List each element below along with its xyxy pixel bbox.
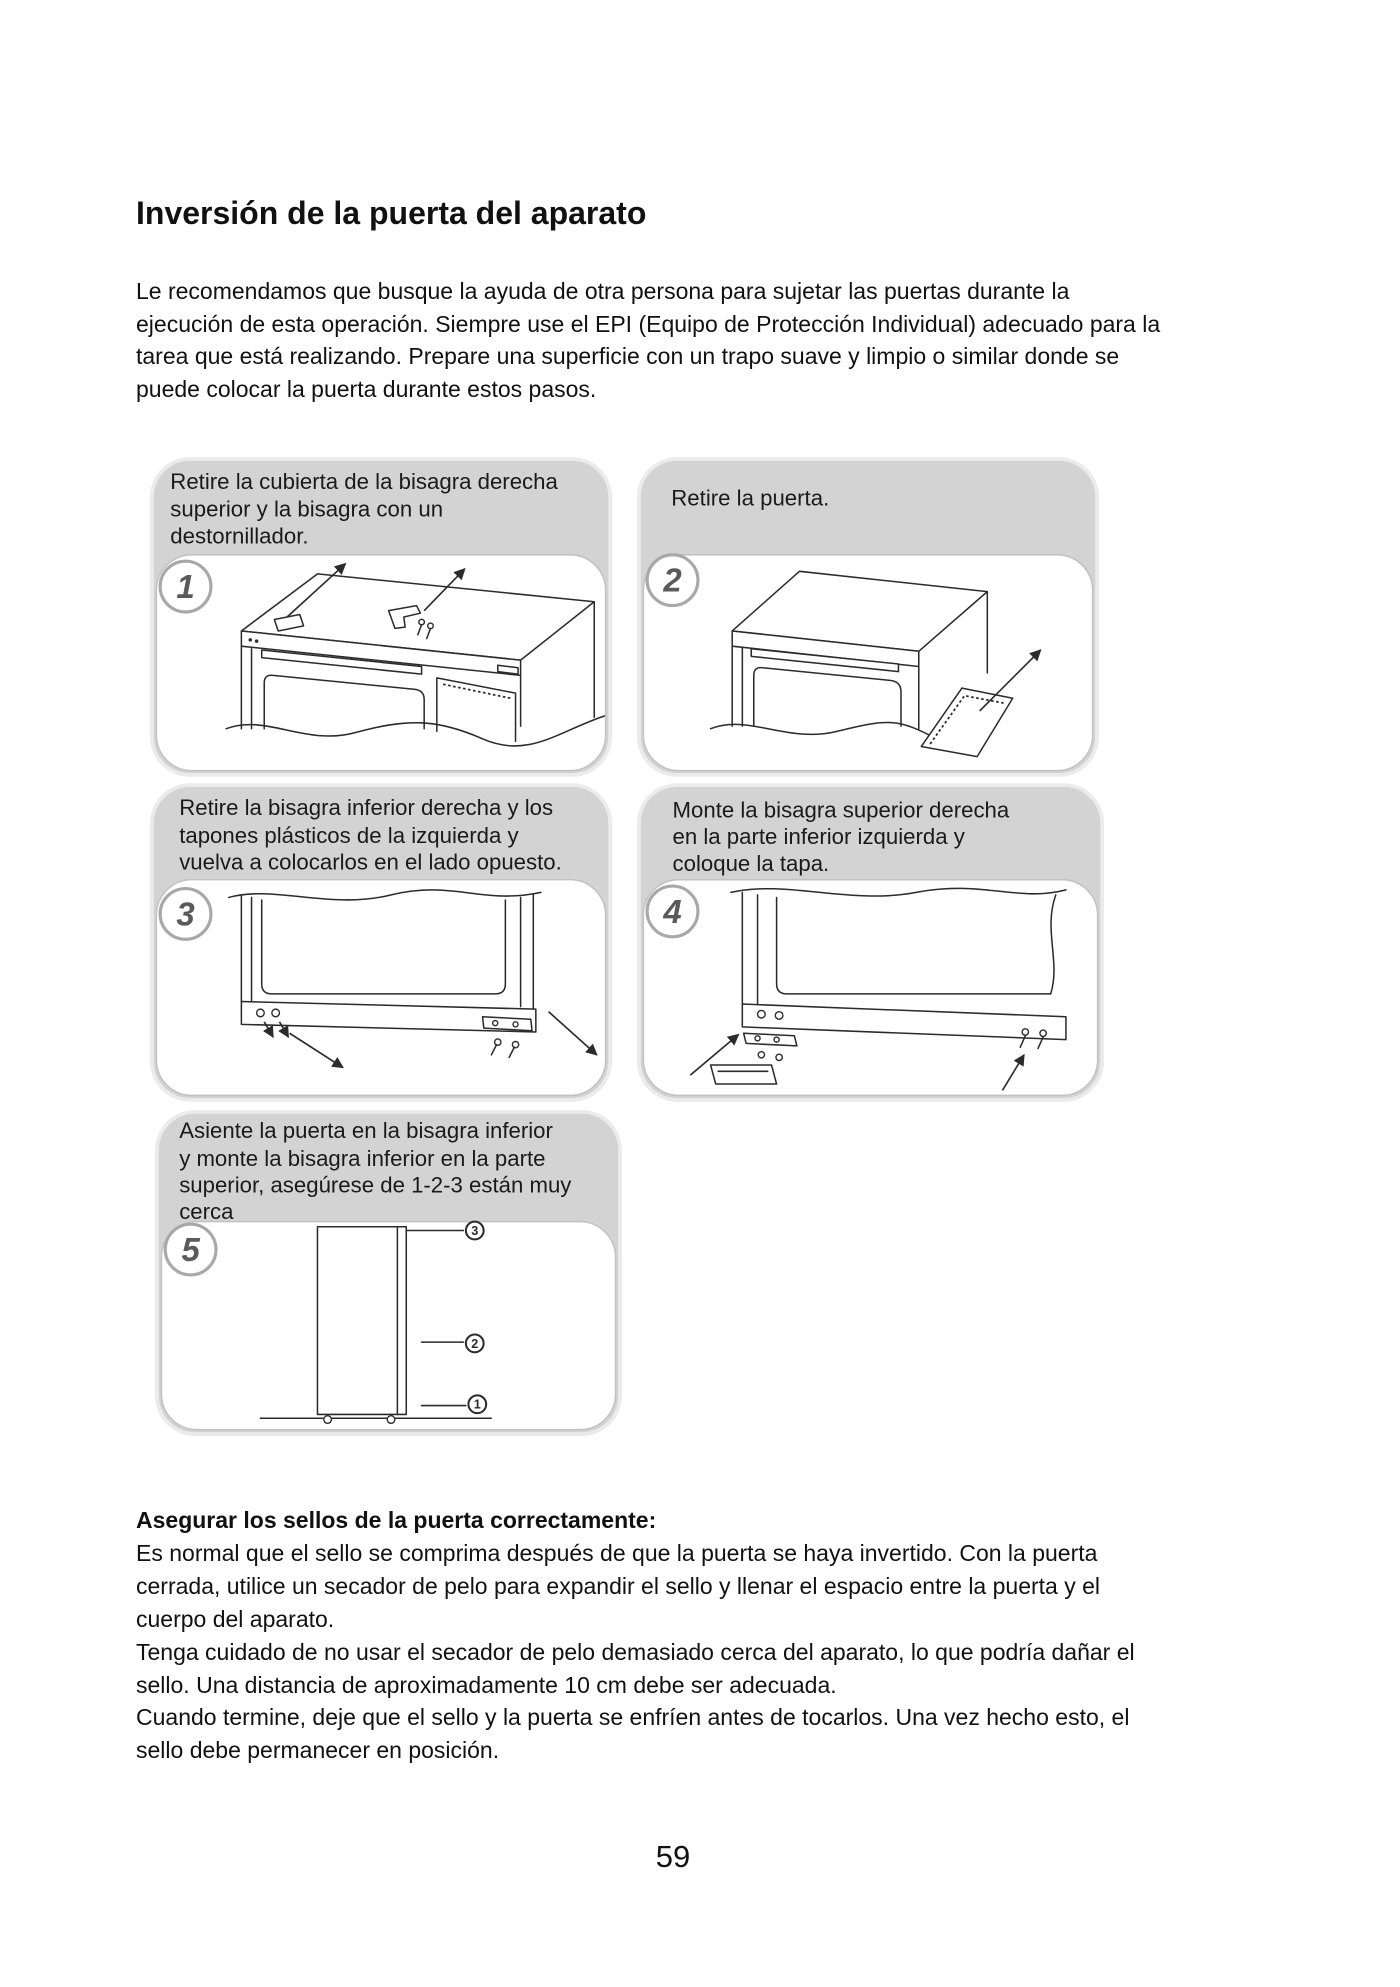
hinge-hole (774, 1037, 779, 1042)
step-number: 1 (176, 567, 195, 605)
intro-paragraph (136, 275, 1160, 405)
foot (387, 1416, 395, 1424)
seals-line: sello. Una distancia de aproximadamente 10 cm debe ser adecuada. (136, 1671, 837, 1698)
plastic-plug (272, 1009, 280, 1017)
step-caption-line: coloque la tapa. (672, 850, 830, 876)
panel-illustration-area (643, 880, 1097, 1096)
seals-heading: Asegurar los sellos de la puerta correctamente: (136, 1507, 657, 1533)
page-title: Inversión de la puerta del aparato (136, 195, 647, 231)
step-panel-1 (150, 457, 612, 777)
step-caption-line: Monte la bisagra superior derecha (672, 797, 1010, 823)
step-5-illustration (155, 1110, 622, 1436)
step-caption-line: tapones plásticos de la izquierda y (179, 822, 519, 848)
step-caption-line: Retire la puerta. (671, 485, 830, 511)
step-number-badge (165, 1224, 216, 1275)
intro-line: ejecución de esta operación. Siempre use el EPI (Equipo de Protección Individual) adecuado para la (136, 310, 1161, 337)
step-panel-4 (637, 783, 1104, 1102)
screw (495, 1039, 501, 1045)
plastic-plug (1022, 1029, 1028, 1035)
page-number: 59 (655, 1839, 691, 1874)
hinge-cover (711, 1065, 777, 1084)
step-number-badge (160, 889, 211, 940)
marker-label: 1 (473, 1397, 481, 1412)
panel-illustration-area (156, 880, 605, 1096)
marker-3 (466, 1222, 484, 1240)
step-number: 2 (663, 561, 682, 599)
step-caption-line: en la parte inferior izquierda y (672, 824, 965, 850)
marker-2 (466, 1335, 484, 1353)
step-caption-line: superior, asegúrese de 1-2-3 están muy (179, 1172, 572, 1198)
step-number-badge (647, 555, 698, 606)
intro-line: Le recomendamos que busque la ayuda de otra persona para sujetar las puertas durante la (136, 278, 1070, 304)
step-number: 5 (181, 1230, 200, 1268)
step-panel-2 (637, 457, 1099, 777)
hinge-hole (775, 1012, 783, 1020)
step-caption-line: Asiente la puerta en la bisagra inferior (179, 1117, 553, 1143)
hinge-hole (513, 1022, 518, 1027)
seals-line: sello debe permanecer en posición. (136, 1737, 500, 1764)
step-caption-line: vuelva a colocarlos en el lado opuesto. (179, 849, 562, 875)
step-caption-line: destornillador. (170, 523, 309, 549)
foot (324, 1416, 332, 1424)
hinge-hole (755, 1036, 760, 1041)
step-1-illustration (150, 457, 612, 777)
marker-label: 2 (471, 1336, 479, 1351)
step-number-badge (160, 561, 211, 612)
step-number-badge (647, 886, 698, 937)
seals-line: cerrada, utilice un secador de pelo para expandir el sello y llenar el espacio entre la puerta y el (136, 1572, 1101, 1599)
intro-line: puede colocar la puerta durante estos pasos. (136, 375, 597, 402)
step-caption-line: Retire la cubierta de la bisagra derecha (170, 468, 558, 494)
step-number: 4 (663, 892, 682, 930)
marker-1 (468, 1395, 486, 1413)
marker-label: 3 (471, 1223, 479, 1238)
step-caption-line: superior y la bisagra con un (170, 496, 444, 522)
step-panel-5 (155, 1110, 622, 1436)
step-caption-line: y monte la bisagra inferior en la parte (179, 1145, 546, 1171)
screw (776, 1054, 782, 1060)
step-caption-line: cerca (179, 1199, 234, 1225)
seals-line: Cuando termine, deje que el sello y la puerta se enfríen antes de tocarlos. Una vez hecho esto, el (136, 1704, 1130, 1731)
plastic-plug (1040, 1030, 1046, 1036)
step-panel-3 (150, 783, 612, 1102)
screw (512, 1042, 518, 1048)
hinge-hole (758, 1010, 766, 1018)
hinge (744, 1033, 797, 1046)
step-3-illustration (150, 783, 612, 1102)
bottom-hinge (483, 1017, 533, 1031)
step-caption-line: Retire la bisagra inferior derecha y los (179, 794, 554, 820)
front-dot (255, 639, 259, 643)
door-seals-section (136, 1504, 1135, 1767)
plastic-plug (257, 1009, 265, 1017)
step-2-illustration (637, 457, 1099, 777)
intro-line: tarea que está realizando. Prepare una superficie con un trapo suave y limpio o similar donde se (136, 343, 1120, 369)
screw (758, 1052, 764, 1058)
step-4-illustration (637, 783, 1104, 1102)
seals-line: Es normal que el sello se comprima después de que la puerta se haya invertido. Con la puerta (136, 1539, 1098, 1566)
front-dot (248, 638, 252, 642)
hinge-hole (493, 1021, 498, 1026)
seals-line: cuerpo del aparato. (136, 1605, 335, 1632)
seals-line: Tenga cuidado de no usar el secador de pelo demasiado cerca del aparato, lo que podría dañar el (136, 1638, 1135, 1665)
fridge-body (317, 1227, 406, 1415)
step-number: 3 (176, 895, 195, 933)
